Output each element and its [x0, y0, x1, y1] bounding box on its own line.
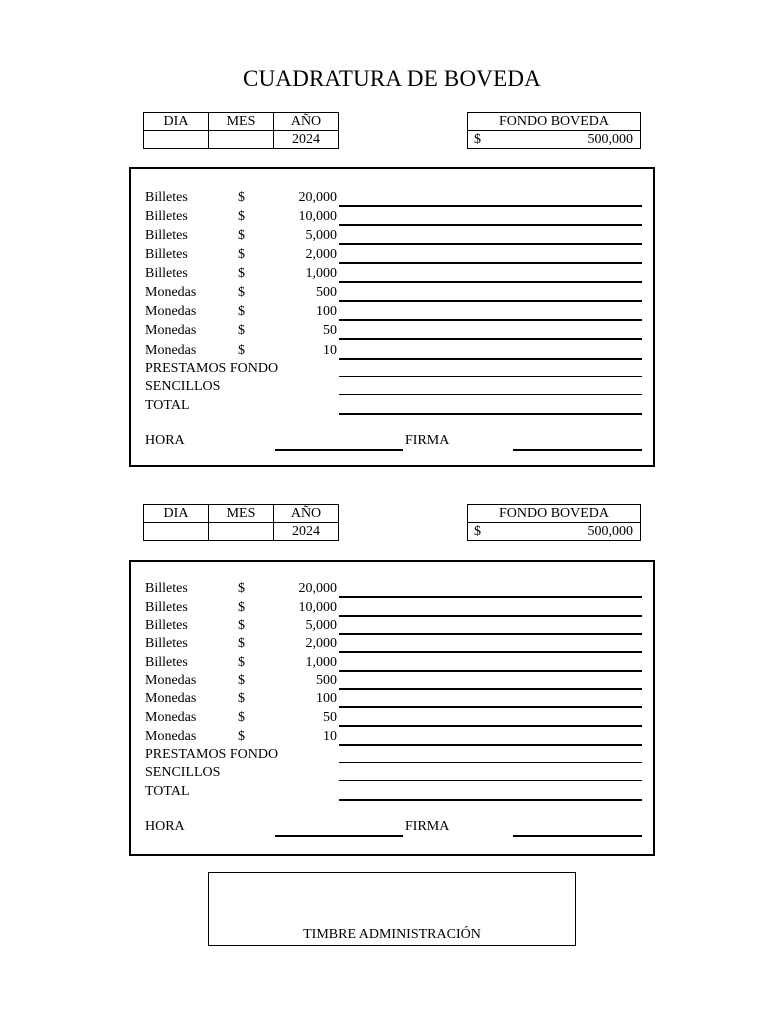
denomination-type: Monedas — [145, 691, 197, 706]
denomination-amount: 2,000 — [305, 247, 337, 262]
cash-count-panel — [129, 167, 655, 467]
sencillos-row — [131, 763, 657, 782]
denomination-amount: 10 — [323, 343, 337, 358]
date-header-year: AÑO — [274, 113, 339, 131]
denomination-amount: 20,000 — [298, 581, 337, 596]
denomination-amount: 1,000 — [305, 655, 337, 670]
fund-value: 500,000 — [587, 132, 633, 147]
denomination-type: Billetes — [145, 636, 188, 651]
fund-header: FONDO BOVEDA — [468, 505, 641, 523]
denomination-row — [131, 653, 657, 672]
currency-symbol: $ — [238, 618, 245, 633]
currency-symbol: $ — [238, 228, 245, 243]
denomination-row — [131, 283, 657, 302]
total-row — [131, 782, 657, 801]
date-header-day: DIA — [144, 113, 209, 131]
firma-entry-line[interactable] — [513, 835, 642, 837]
fund-table — [467, 112, 641, 149]
denomination-row — [131, 226, 657, 245]
denomination-type: Monedas — [145, 304, 197, 319]
firma-label: FIRMA — [405, 433, 450, 448]
total-entry-line[interactable] — [339, 799, 642, 801]
date-header-day: DIA — [144, 505, 209, 523]
denomination-amount: 10 — [323, 729, 337, 744]
denomination-row — [131, 341, 657, 360]
denomination-amount: 500 — [316, 285, 337, 300]
total-label: TOTAL — [145, 398, 190, 413]
denomination-row — [131, 616, 657, 635]
prestamos-row — [131, 745, 657, 764]
year-field[interactable]: 2024 — [274, 523, 339, 541]
total-entry-line[interactable] — [339, 413, 642, 415]
denomination-amount: 500 — [316, 673, 337, 688]
currency-symbol: $ — [238, 266, 245, 281]
currency-symbol: $ — [238, 729, 245, 744]
prestamos-row — [131, 359, 657, 378]
fund-value-cell — [468, 131, 641, 149]
date-table — [143, 112, 339, 149]
denomination-row — [131, 708, 657, 727]
denomination-amount: 50 — [323, 323, 337, 338]
hora-label: HORA — [145, 819, 185, 834]
currency-symbol: $ — [238, 285, 245, 300]
denomination-type: Monedas — [145, 710, 197, 725]
currency-symbol: $ — [238, 209, 245, 224]
denomination-type: Monedas — [145, 673, 197, 688]
denomination-row — [131, 245, 657, 264]
cash-count-panel — [129, 560, 655, 856]
fund-currency: $ — [474, 132, 481, 147]
denomination-amount: 5,000 — [305, 618, 337, 633]
denomination-amount: 50 — [323, 710, 337, 725]
denomination-type: Billetes — [145, 228, 188, 243]
denomination-type: Monedas — [145, 343, 197, 358]
date-header-month: MES — [209, 505, 274, 523]
denomination-type: Billetes — [145, 618, 188, 633]
denomination-amount: 20,000 — [298, 190, 337, 205]
denomination-amount: 2,000 — [305, 636, 337, 651]
denomination-row — [131, 264, 657, 283]
day-field[interactable] — [144, 131, 209, 149]
signature-row — [131, 817, 657, 837]
day-field[interactable] — [144, 523, 209, 541]
sencillos-entry-line[interactable] — [339, 394, 642, 395]
denomination-type: Billetes — [145, 581, 188, 596]
denomination-row — [131, 321, 657, 340]
denomination-amount: 5,000 — [305, 228, 337, 243]
currency-symbol: $ — [238, 247, 245, 262]
currency-symbol: $ — [238, 343, 245, 358]
denomination-type: Billetes — [145, 209, 188, 224]
currency-symbol: $ — [238, 710, 245, 725]
currency-symbol: $ — [238, 600, 245, 615]
denomination-type: Monedas — [145, 285, 197, 300]
denomination-type: Billetes — [145, 655, 188, 670]
year-field[interactable]: 2024 — [274, 131, 339, 149]
date-table — [143, 504, 339, 541]
stamp-label: TIMBRE ADMINISTRACIÓN — [303, 927, 481, 942]
fund-currency: $ — [474, 524, 481, 539]
hora-entry-line[interactable] — [275, 835, 403, 837]
sencillos-label: SENCILLOS — [145, 379, 221, 394]
denomination-row — [131, 689, 657, 708]
count-entry-line[interactable] — [339, 338, 642, 340]
sencillos-label: SENCILLOS — [145, 765, 221, 780]
denomination-row — [131, 598, 657, 617]
currency-symbol: $ — [238, 323, 245, 338]
currency-symbol: $ — [238, 673, 245, 688]
denomination-type: Monedas — [145, 323, 197, 338]
sencillos-row — [131, 377, 657, 396]
date-header-year: AÑO — [274, 505, 339, 523]
denomination-amount: 10,000 — [298, 600, 337, 615]
denomination-type: Billetes — [145, 266, 188, 281]
total-row — [131, 396, 657, 415]
stamp-box — [208, 872, 576, 946]
currency-symbol: $ — [238, 190, 245, 205]
firma-entry-line[interactable] — [513, 449, 642, 451]
denomination-row — [131, 302, 657, 321]
currency-symbol: $ — [238, 636, 245, 651]
denomination-type: Billetes — [145, 190, 188, 205]
page-title: CUADRATURA DE BOVEDA — [243, 66, 541, 91]
currency-symbol: $ — [238, 581, 245, 596]
denomination-row — [131, 207, 657, 226]
denomination-type: Billetes — [145, 247, 188, 262]
fund-value: 500,000 — [587, 524, 633, 539]
currency-symbol: $ — [238, 691, 245, 706]
denomination-amount: 1,000 — [305, 266, 337, 281]
hora-entry-line[interactable] — [275, 449, 403, 451]
denomination-row — [131, 727, 657, 746]
fund-header: FONDO BOVEDA — [468, 113, 641, 131]
month-field[interactable] — [209, 131, 274, 149]
denomination-amount: 10,000 — [298, 209, 337, 224]
denomination-type: Billetes — [145, 600, 188, 615]
hora-label: HORA — [145, 433, 185, 448]
denomination-row — [131, 671, 657, 690]
fund-value-cell — [468, 523, 641, 541]
denomination-row — [131, 634, 657, 653]
total-label: TOTAL — [145, 784, 190, 799]
currency-symbol: $ — [238, 655, 245, 670]
denomination-row — [131, 579, 657, 598]
denomination-amount: 100 — [316, 691, 337, 706]
denomination-type: Monedas — [145, 729, 197, 744]
signature-row — [131, 431, 657, 451]
denomination-row — [131, 188, 657, 207]
denomination-amount: 100 — [316, 304, 337, 319]
sencillos-entry-line[interactable] — [339, 780, 642, 781]
date-header-month: MES — [209, 113, 274, 131]
prestamos-label: PRESTAMOS FONDO — [145, 747, 279, 762]
currency-symbol: $ — [238, 304, 245, 319]
prestamos-label: PRESTAMOS FONDO — [145, 361, 279, 376]
month-field[interactable] — [209, 523, 274, 541]
fund-table — [467, 504, 641, 541]
firma-label: FIRMA — [405, 819, 450, 834]
